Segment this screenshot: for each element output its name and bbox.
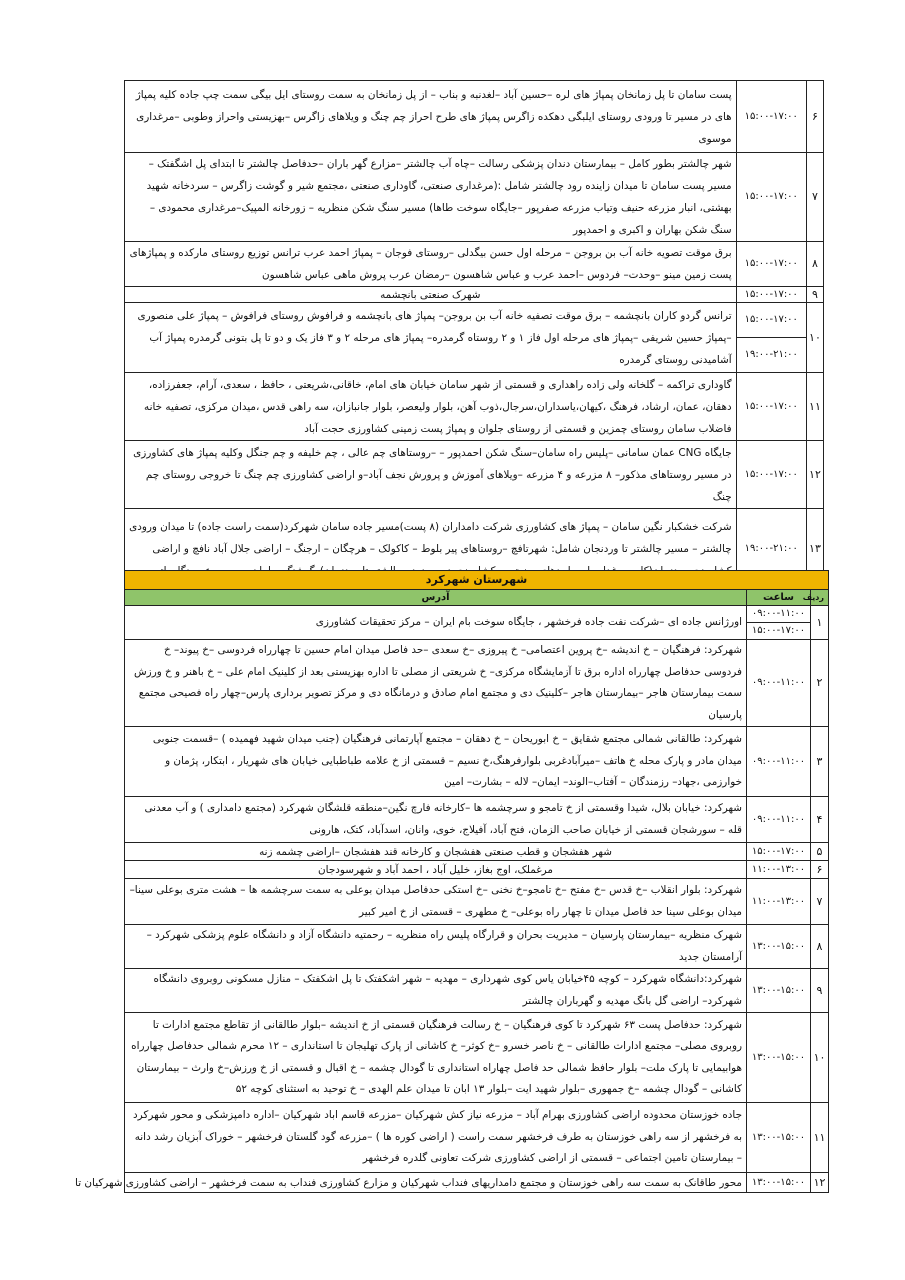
address-cell: پست سامان تا پل زمانخان پمپاژ های لره –حسین آباد –لغدنبه و بناب – از پل زمانخان به سمت روستای ایل بیگی سمت چپ جاده کلیه پمپاژ های در مسیر تا ورودی روستای ایلبگی دهکده زاگرس پمپاژ های طرح احراز چم چنگ و ویلاهای زاگرس –بهزیستی واحراز وطوبی –مرغداری موسوی: [125, 81, 737, 153]
row-number: ۳: [811, 727, 829, 797]
time-cell: ۰۹:۰۰-۱۱:۰۰: [747, 640, 811, 727]
table-row: [125, 153, 824, 242]
address-cell: شهرکرد: بلوار انقلاب –خ قدس –خ مفتح –خ تامجو–خ نخنی –خ استکی حدفاصل میدان بوعلی به سمت سرچشمه ها – هشت متری بوعلی سینا– میدان بوعلی سینا حد فاصل میدان تا چهار راه بوعلی– خ مطهری – قسمتی از خ امیر کبیر: [125, 879, 747, 925]
header-row: [125, 590, 829, 606]
table-row: [125, 242, 824, 287]
table-row: [125, 287, 824, 303]
time-slot-1: ۰۹:۰۰-۱۱:۰۰: [751, 608, 806, 619]
row-number: ۱۱: [811, 1103, 829, 1173]
time-slot-2: ۱۹:۰۰-۲۱:۰۰: [737, 337, 806, 372]
address-cell: شهرک صنعتی بانچشمه: [125, 287, 737, 303]
address-cell: شهرکرد: حدفاصل پست ۶۳ شهرکرد تا کوی فرهنگیان – خ رسالت فرهنگیان قسمتی از خ اندیشه –بلوار طالقانی از تقاطع مجتمع ادارات تا روبروی مصلی– مجتمع ادارات طالقانی – خ ناصر خسرو –خ کوثر– خ کاشانی از پارک تهلیجان تا استانداری – ۱۲ محرم شمالی حدفاصل چهارراه هوابیمایی تا پارک ملت– بلوار حافظ شمالی حد فاصل چهاراه استانداری تا گودال چشمه – خ اقبال و قسمتی از خ ورزش–خ وارث – بیمارستان کاشانی – گودال چشمه –خ جمهوری –بلوار شهید ایت –بلوار ۱۳ ابان تا میدان علم الهدی – خ توحید به استثنای کوچه ۵۲: [125, 1013, 747, 1103]
address-cell: شهرک منظریه –بیمارستان پارسیان – مدیریت بحران و قرارگاه پلیس راه منظریه – رحمتیه دانشگاه آزاد و دانشگاه علوم پزشکی شهرکرد –آرامستان جدید: [125, 925, 747, 969]
table-row: [125, 1173, 829, 1193]
table-row: [125, 861, 829, 879]
table-row: [125, 843, 829, 861]
table-row: [125, 640, 829, 727]
address-cell: شهرکرد: فرهنگیان – خ اندیشه –خ پروین اعتصامی– خ پیروزی –خ سعدی –حد فاصل میدان امام حسین تا چهارراه فردوسی –خ پیوند– خ فردوسی حدفاصل چهارراه اداره برق تا آزمایشگاه مرکزی– خ شریعتی از مصلی تا اداره بهزیستی بعد از کلینیک امام علی – خ باهنر و خ ورزش سمت بیمارستان هاجر –بیمارستان هاجر –کلینیک دی و مجتمع امام صادق و درمانگاه دی و مرکز تصویر برداری پارس–چهار راه فصیحی مجتمع پارسیان: [125, 640, 747, 727]
time-cell: ۱۳:۰۰-۱۵:۰۰: [747, 925, 811, 969]
time-header: ساعت: [747, 590, 811, 606]
time-cell: ۱۵:۰۰-۱۷:۰۰: [736, 373, 806, 441]
row-number: ۵: [811, 843, 829, 861]
address-cell: برق موقت تصویه خانه آب بن بروجن – مرحله اول حسن بیگدلی –روستای فوجان – پمپاژ احمد عرب ترانس توزیع روستای مارکده و پمپاژهای پست زمین مینو –وحدت– فردوس –احمد عرب و عباس شاهسون –رمضان عرب پروش ماهی عباس شاهسون: [125, 242, 737, 287]
time-cell: ۱۳:۰۰-۱۵:۰۰: [747, 1103, 811, 1173]
table-row: [125, 373, 824, 441]
table-row: [125, 81, 824, 153]
time-cell: ۰۹:۰۰-۱۱:۰۰: [747, 727, 811, 797]
address-cell: شرکت خشکبار نگین سامان – پمپاژ های کشاورزی شرکت دامداران (۸ پست)مسیر جاده سامان شهرکرد(سمت راست جاده) تا میدان ورودی چالشتر – مسیر چالشتر تا وردنجان شامل: شهرتافچ –روستاهای پیر بلوط – کاکولک – هرچگان – ارجنگ – اراضی جلال آباد نافچ و اراضی: [125, 509, 737, 589]
row-number-header: ردیف: [811, 590, 829, 606]
table-row: [125, 969, 829, 1013]
table-row: [125, 1103, 829, 1173]
address-header: آدرس: [125, 590, 747, 606]
row-number: ۸: [806, 242, 823, 287]
time-cell: ۱۳:۰۰-۱۵:۰۰: [747, 1173, 811, 1193]
time-cell: ۱۱:۰۰-۱۳:۰۰: [747, 879, 811, 925]
address-cell: گاوداری تراکمه – گلخانه ولی زاده راهداری و قسمتی از شهر سامان خیابان های امام، خاقانی،شریعتی ، حافظ ، سعدی، آرام، جعفرزاده، دهقان، عمان، ارشاد، فرهنگ ،کیهان،یاسداران،سرجال،ذوب آهن، بلوار ولیعصر، بلوار جانبازان، سه راهی قدس ،میدان مرکزی، تصفیه خانه فاضلاب سامان روستای چمزین و قسمتی از روستای جلوان و پمپاژ پست زمینی کشاورزی حجت آباد: [125, 373, 737, 441]
table-row: [125, 879, 829, 925]
row-number: ۹: [811, 969, 829, 1013]
row-number: ۴: [811, 797, 829, 843]
address-cell: مرغملک، اوج بغاز، خلیل آباد ، احمد آباد و شهرسودجان: [125, 861, 747, 879]
table-row: [125, 1013, 829, 1103]
time-cell: ۱۵:۰۰-۱۷:۰۰: [736, 287, 806, 303]
table-row: [125, 727, 829, 797]
time-cell: ۱۹:۰۰-۲۱:۰۰: [736, 509, 806, 589]
table-row: [125, 441, 824, 509]
time-cell: ۱۵:۰۰-۱۷:۰۰: [736, 441, 806, 509]
time-cell: ۱۵:۰۰-۱۷:۰۰: [736, 81, 806, 153]
time-slot-2: ۱۵:۰۰-۱۷:۰۰: [747, 622, 810, 639]
time-cell: ۱۳:۰۰-۱۵:۰۰: [747, 1013, 811, 1103]
time-cell: [747, 606, 811, 640]
county-title-row: [125, 571, 829, 590]
row-number: ۱۲: [806, 441, 823, 509]
address-cell: جایگاه CNG عمان سامانی –پلیس راه سامان–سنگ شکن احمدپور – –روستاهای چم عالی ، چم خلیفه و چم جنگل وکلیه پمپاژ های کشاورزی در مسیر روستاهای مذکور– ۸ مزرعه و ۴ مزرعه –ویلاهای آموزش و پرورش نجف آباد–و اراضی کشاورزی چم چنگ تا خروجی روستای چم چنگ: [125, 441, 737, 509]
row-number: ۱۱: [806, 373, 823, 441]
table-row: [125, 303, 824, 373]
time-cell: ۰۹:۰۰-۱۱:۰۰: [747, 797, 811, 843]
address-cell: شهرکرد: خیابان بلال، شیدا وقسمتی از خ تامجو و سرچشمه ها –کارخانه فارچ نگین–منطقه قلشگان شهرکرد (مجتمع دامداری ) و آب معدنی قله – سورشجان قسمتی از خیابان صاحب الزمان، فتح آباد، آفیلاج، خوی، وانان، اسدآباد، کتک، هارونی: [125, 797, 747, 843]
address-cell: شهرکرد: طالقانی شمالی مجتمع شقایق – خ ابوریحان – خ دهقان – مجتمع آپارتمانی فرهنگیان (جنب میدان شهید فهمیده ) –قسمت جنوبی میدان مادر و پارک محله خ هاتف –میرآبادغربی بلوارفرهنگ،خ نسیم – قسمتی از خ علامه طباطبایی خیابان های شهریار ، ابتکار، پژمان و خوارزمی ،جهاد– رزمندگان – آفتاب–الوند– ایمان– لاله – بشارت– امین: [125, 727, 747, 797]
row-number: ۱: [811, 606, 829, 640]
time-cell: ۱۱:۰۰-۱۳:۰۰: [747, 861, 811, 879]
address-cell: محور طاقانک به سمت سه راهی خوزستان و مجتمع دامداریهای فنداب شهرکیان و مزارع کشاورزی فنداب به سمت فرخشهر – اراضی کشاورزی شهرکیان تا: [125, 1173, 747, 1193]
row-number: ۸: [811, 925, 829, 969]
address-cell: اورژانس جاده ای –شرکت نفت جاده فرخشهر ، جایگاه سوخت بام ایران – مرکز تحقیقات کشاورزی: [125, 606, 747, 640]
row-number: ۷: [806, 153, 823, 242]
address-cell: ترانس گردو کاران بانچشمه – برق موقت تصفیه خانه آب بن بروجن– پمپاژ های بانچشمه و فرافوش روستای فرافوش – پمپاژ علی منصوری –پمپاژ حسین شریفی –پمپاژ های مرحله اول فاز ۱ و ۲ روستاه گرمدره– پمپاژ های مرحله ۲ و ۳ فاز یک و دو تا پل بتونی گرمدره پمپاژ آب آشامیدنی روستای گرمدره: [125, 303, 737, 373]
time-cell: ۱۵:۰۰-۱۷:۰۰: [736, 153, 806, 242]
time-cell: ۱۳:۰۰-۱۵:۰۰: [747, 969, 811, 1013]
row-number: ۹: [806, 287, 823, 303]
time-slot-1: ۱۵:۰۰-۱۷:۰۰: [744, 314, 798, 325]
time-cell: [736, 303, 806, 373]
time-cell: ۱۵:۰۰-۱۷:۰۰: [736, 242, 806, 287]
address-cell: شهر هفشجان و قطب صنعتی هفشجان و کارخانه قند هفشجان –اراضی چشمه زنه: [125, 843, 747, 861]
address-cell: شهرکرد:دانشگاه شهرکرد – کوچه ۴۵خیابان یاس کوی شهرداری – مهدیه – شهر اشکفتک تا پل اشکفتک – منازل مسکونی روبروی دانشگاه شهرکرد– اراضی گل بانگ مهدیه و گهرباران چالشتر: [125, 969, 747, 1013]
row-number: ۱۰: [811, 1013, 829, 1103]
time-cell: ۱۵:۰۰-۱۷:۰۰: [747, 843, 811, 861]
table-row: [125, 797, 829, 843]
address-cell: جاده خوزستان محدوده اراضی کشاورزی بهرام آباد – مزرعه نیاز کش شهرکیان –مزرعه قاسم اباد شهرکیان –اداره دامپزشکی و محور شهرکرد به فرخشهر از سه راهی خوزستان به طرف فرخشهر سمت راست ( اراضی کوره ها ) –مزرعه گود گلستان فرخشهر – خوراک آبزیان رشد دانه – بیمارستان تامین اجتماعی – قسمتی از اراضی کشاورزی شرکت تعاونی گلدره فرخشهر: [125, 1103, 747, 1173]
table-row: [125, 925, 829, 969]
row-number: ۶: [811, 861, 829, 879]
row-number: ۱۲: [811, 1173, 829, 1193]
row-number: ۱۳: [806, 509, 823, 589]
table-row: [125, 606, 829, 640]
address-cell: شهر چالشتر بطور کامل – بیمارستان دندان پزشکی رسالت –چاه آب چالشتر –مزارع گهر باران –حدفاصل چالشتر تا ابتدای پل اشگفتک – مسیر پست سامان تا میدان زاینده رود چالشتر شامل :(مرغداری صنعتی، گاوداری صنعتی ،مجتمع شیر و گوشت زاگرس – سردخانه شهید بهشتی، انبار مزرعه حنیف وتیاب مزرعه صفرپور –جایگاه سوخت طاها) مسیر سنگ شکن منظریه – زورخانه المپیک–مرغداری محمودی –سنگ شکن بهاران و اکبری و احمدپور: [125, 153, 737, 242]
row-number: ۶: [806, 81, 823, 153]
outage-table-1: [124, 80, 824, 589]
row-number: ۷: [811, 879, 829, 925]
county-title: شهرستان شهرکرد: [125, 571, 829, 590]
row-number: ۲: [811, 640, 829, 727]
outage-table-2: [75, 570, 829, 1193]
row-number: ۱۰: [806, 303, 823, 373]
